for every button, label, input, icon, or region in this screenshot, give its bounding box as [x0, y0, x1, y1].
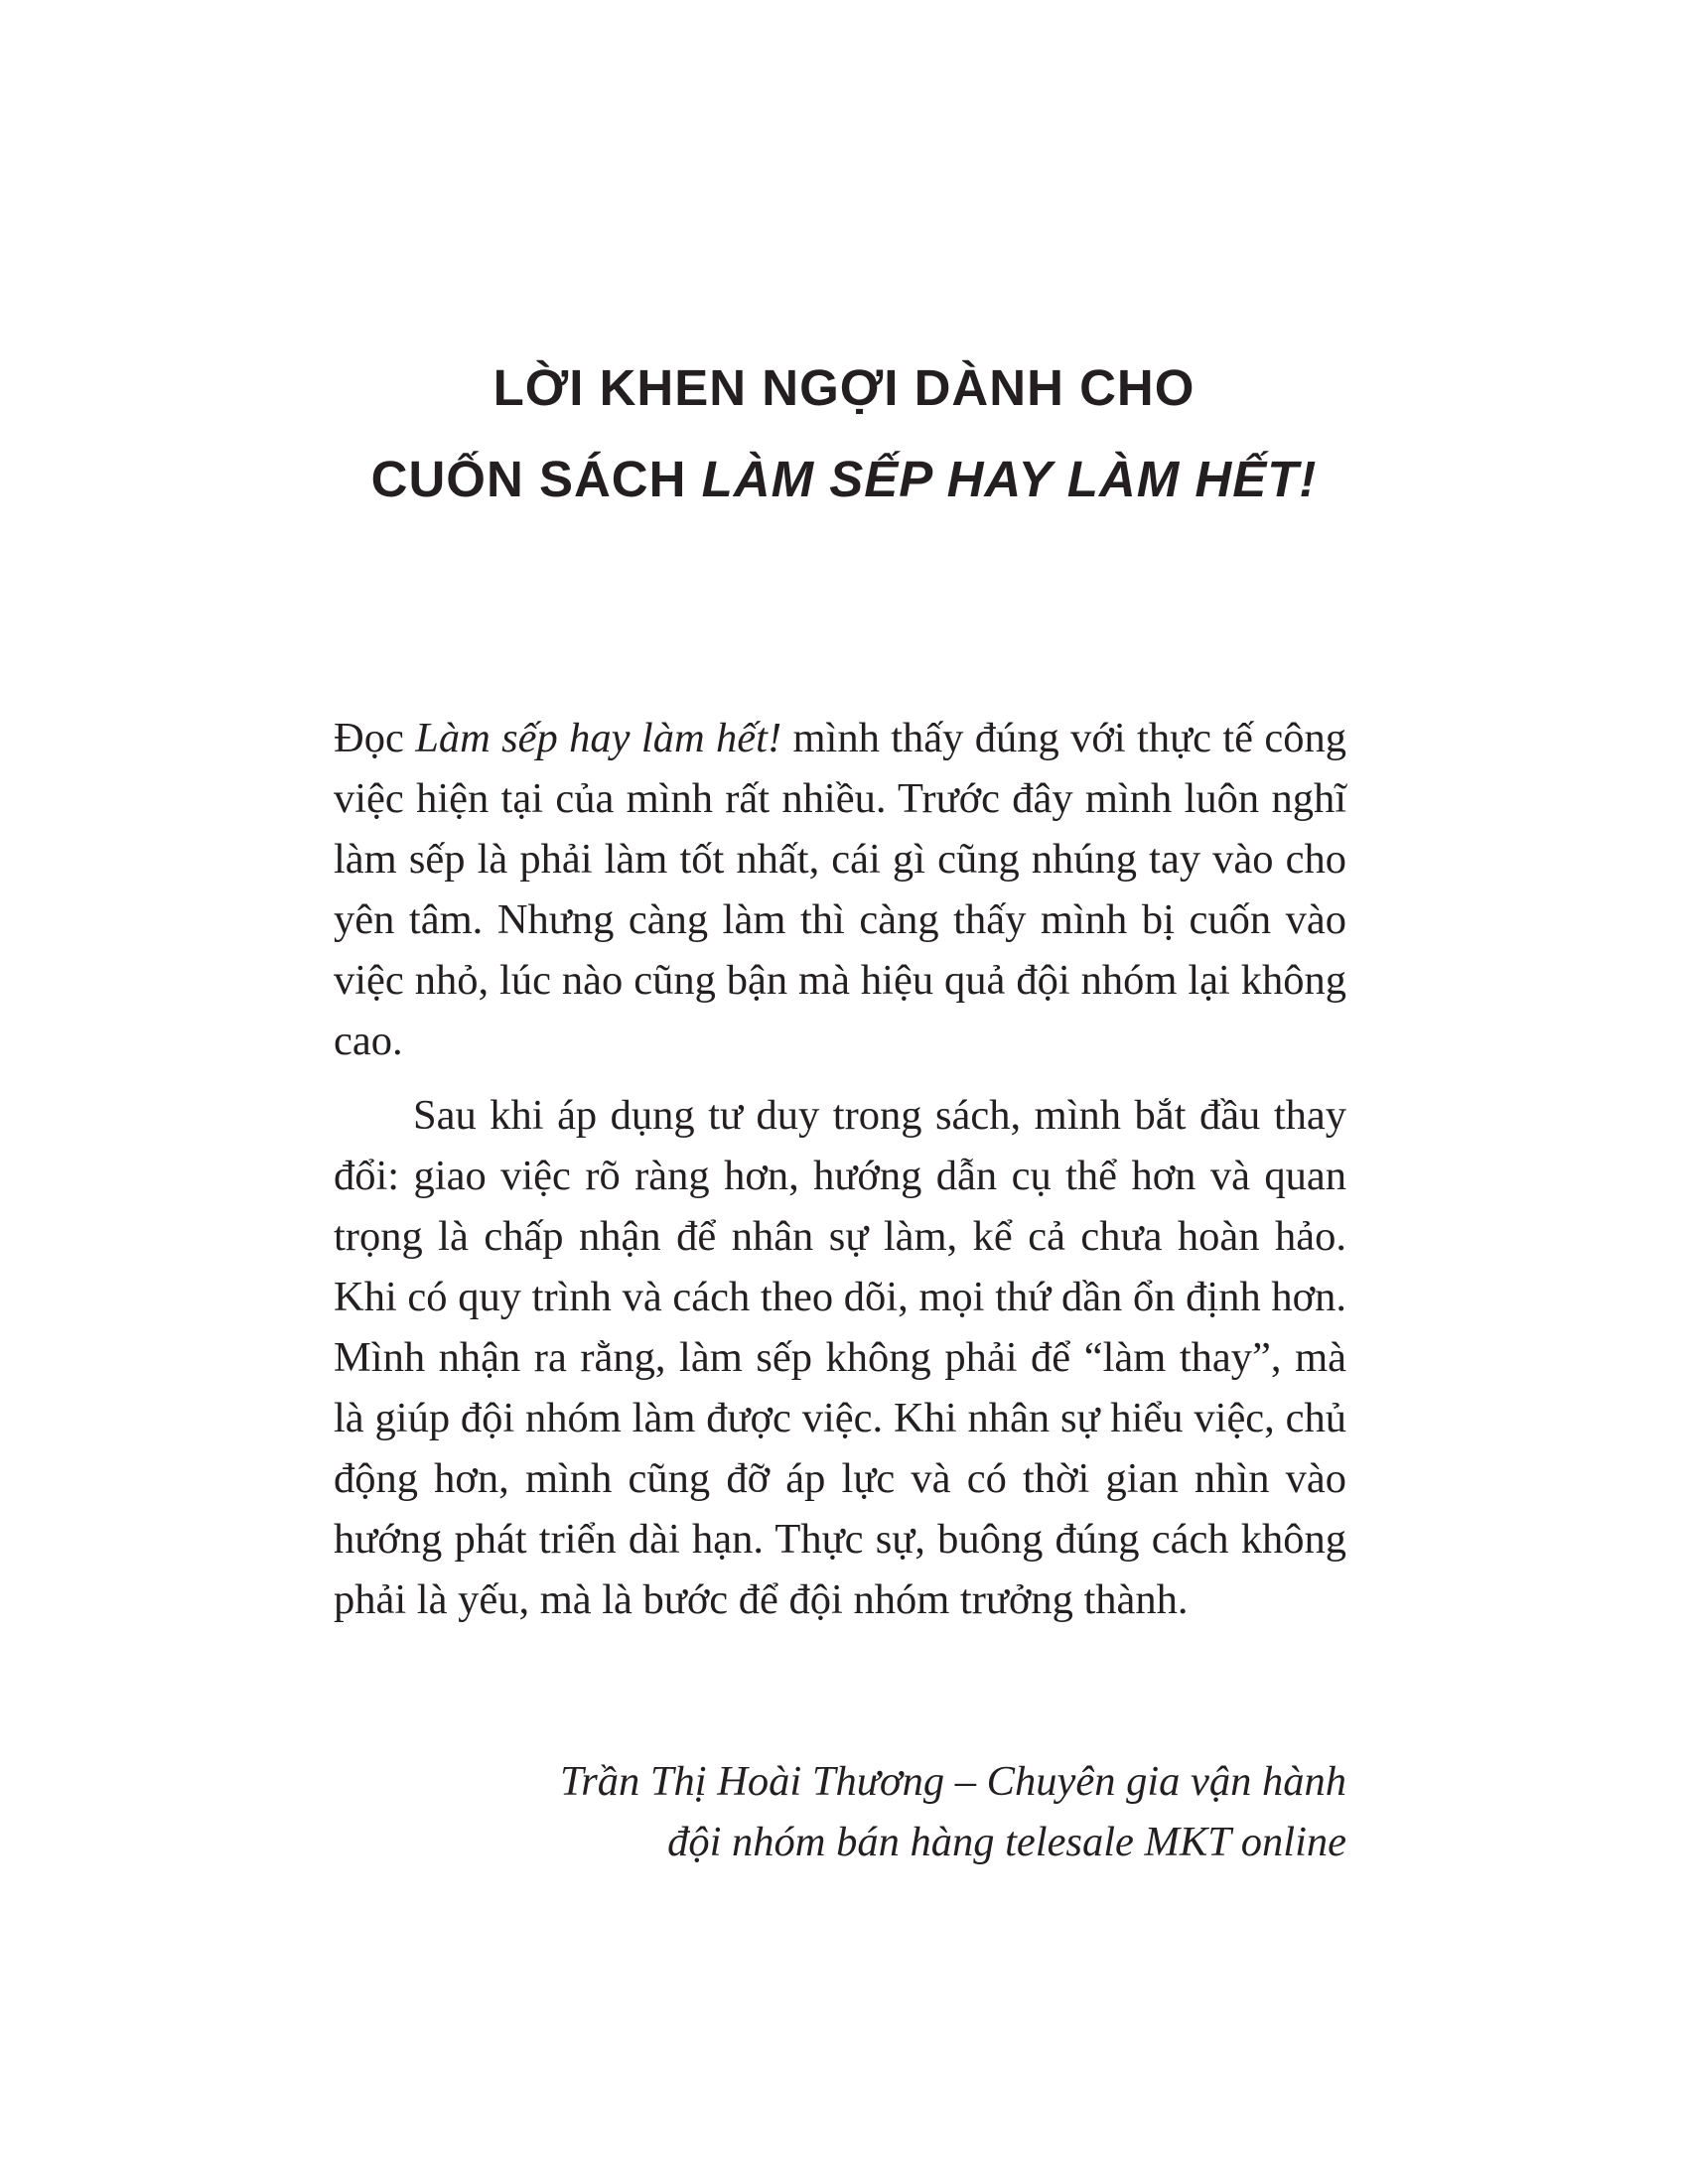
testimonial-body — [334, 708, 1346, 1630]
paragraph-1-lead: Đọc — [334, 715, 416, 761]
paragraph-1-book-title: Làm sếp hay làm hết! — [415, 715, 782, 761]
heading-book-title: LÀM SẾP HAY LÀM HẾT! — [701, 451, 1318, 507]
heading-line-1: LỜI KHEN NGỢI DÀNH CHO — [492, 359, 1196, 416]
heading-line-2-prefix: CUỐN SÁCH — [370, 451, 702, 507]
attribution-line-2: đội nhóm bán hàng telesale MKT online — [667, 1819, 1346, 1865]
page-heading — [0, 342, 1688, 525]
attribution-line-1: Trần Thị Hoài Thương – Chuyên gia vận hành — [559, 1758, 1346, 1805]
paragraph-2: Sau khi áp dụng tư duy trong sách, mình bắt đầu thay đổi: giao việc rõ ràng hơn, hướng dẫn cụ thể hơn và quan trọng là chấp nhận để nhân sự làm, kể cả chưa hoàn hảo. Khi có quy trình và cách theo dõi, mọi thứ dần ổn định hơn. Mình nhận ra rằng, làm sếp không phải để “làm thay”, mà là giúp đội nhóm làm được việc. Khi nhân sự hiểu việc, chủ động hơn, mình cũng đỡ áp lực và có thời gian nhìn vào hướng phát triển dài hạn. Thực sự, buông đúng cách không phải là yếu, mà là bước để đội nhóm trưởng thành. — [334, 1092, 1346, 1623]
testimonial-attribution — [334, 1751, 1346, 1872]
paragraph-1-rest: mình thấy đúng với thực tế công việc hiện tại của mình rất nhiều. Trước đây mình luôn nghĩ làm sếp là phải làm tốt nhất, cái gì cũng nhúng tay vào cho yên tâm. Nhưng càng làm thì càng thấy mình bị cuốn vào việc nhỏ, lúc nào cũng bận mà hiệu quả đội nhóm lại không cao. — [334, 715, 1347, 1064]
paragraph-1 — [334, 708, 1346, 1071]
heading-line-2 — [0, 434, 1688, 525]
